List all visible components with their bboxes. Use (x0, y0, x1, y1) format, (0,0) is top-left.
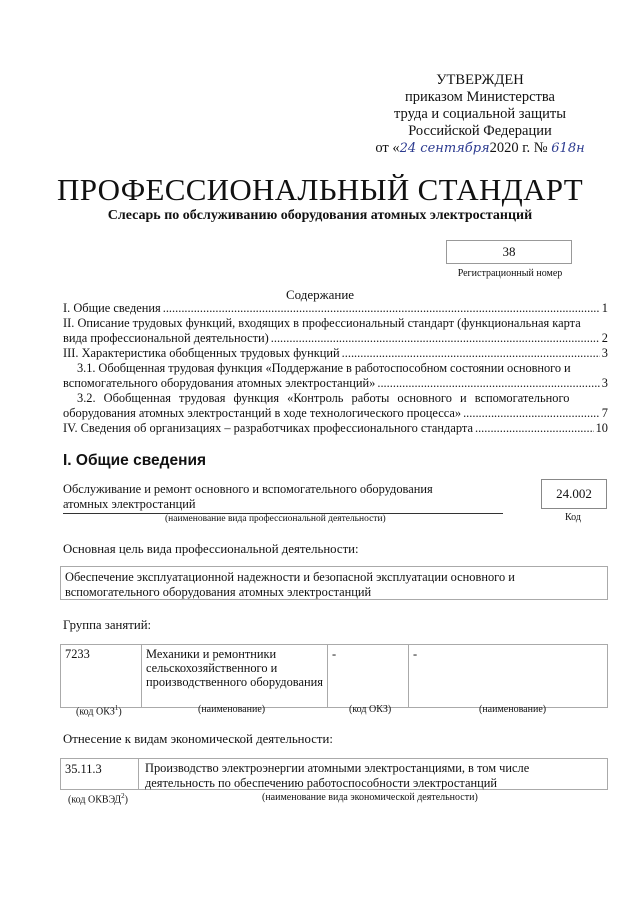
section-title: I. Общие сведения (63, 452, 207, 469)
toc-item[interactable]: II. Описание трудовых функций, входящих в профессиональный стандарт (функциональная карта вида профессиональной деятельности) ..... 2 (63, 316, 608, 346)
toc-item[interactable]: III. Характеристика обобщенных трудовых функций ..... 3 (63, 346, 608, 361)
handwritten-number: 618н (551, 141, 585, 156)
date-prefix: от « (375, 140, 400, 156)
okved-caption-name: (наименование вида экономической деятельности) (262, 792, 478, 803)
goal-box: Обеспечение эксплуатационной надежности и безопасной эксплуатации основного и вспомогательного оборудования атомных электростанций (60, 566, 608, 600)
okved-name: Производство электроэнергии атомными электростанциями, в том числе деятельность по обеспечению работоспособности электростанций (145, 761, 530, 790)
occupation-table (60, 644, 608, 708)
occupation-name: Механики и ремонтники сельскохозяйственного и производственного оборудования (142, 645, 328, 708)
toc-item[interactable]: I. Общие сведения ..... 1 (63, 301, 608, 316)
occ-caption-code-2: (код ОКЗ) (349, 704, 392, 715)
approval-ministry: труда и социальной защиты (394, 106, 566, 122)
group-label: Группа занятий: (63, 618, 152, 632)
activity-code-box: 24.002 (541, 479, 607, 509)
occupation-code: 7233 (61, 645, 142, 708)
activity-name: Обслуживание и ремонт основного и вспомогательного оборудования атомных электростанций (63, 482, 503, 514)
approval-block (360, 72, 600, 157)
toc-title: Содержание (285, 287, 355, 302)
date-suffix: 2020 г. № (489, 140, 548, 156)
okved-table (60, 758, 608, 790)
occupation-name-2: - (409, 645, 608, 708)
goal-label: Основная цель вида профессиональной деятельности: (63, 542, 359, 556)
toc-item[interactable]: 3.1. Обобщенная трудовая функция «Поддержание в работоспособном состоянии основного и вспомогательного оборудования атомных электростанций» ..... 3 (63, 361, 608, 391)
approval-federation: Российской Федерации (408, 123, 552, 139)
okved-caption-code: (код ОКВЭД$^2$) (68, 792, 128, 806)
econ-label: Отнесение к видам экономической деятельности: (63, 732, 333, 746)
code-caption: Код (565, 512, 581, 523)
document-title: ПРОФЕССИОНАЛЬНЫЙ СТАНДАРТ (57, 172, 583, 207)
approval-date-line (360, 140, 600, 157)
handwritten-date: 24 сентября (399, 141, 490, 156)
occupation-code-2: - (328, 645, 409, 708)
okved-code: 35.11.3 (61, 759, 139, 789)
toc-item[interactable]: 3.2. Обобщенная трудовая функция «Контроль работы основного и вспомогательного оборудования атомных электростанций в ходе технологического процесса» ..... 7 (63, 391, 608, 421)
occ-caption-name: (наименование) (198, 704, 266, 715)
approval-order: приказом Министерства (405, 89, 555, 105)
occ-caption-name-2: (наименование) (479, 704, 547, 715)
registration-number-box: 38 (446, 240, 572, 264)
approval-title: УТВЕРЖДЕН (436, 72, 524, 88)
toc-item[interactable]: IV. Сведения об организациях – разработчиках профессионального стандарта ..... 10 (63, 421, 608, 436)
registration-label: Регистрационный номер (457, 268, 563, 279)
table-of-contents (63, 301, 608, 436)
activity-caption: (наименование вида профессиональной деятельности) (165, 514, 386, 524)
occ-caption-code: (код ОКЗ$^1$) (76, 704, 122, 718)
document-subtitle: Слесарь по обслуживанию оборудования атомных электростанций (107, 208, 533, 223)
